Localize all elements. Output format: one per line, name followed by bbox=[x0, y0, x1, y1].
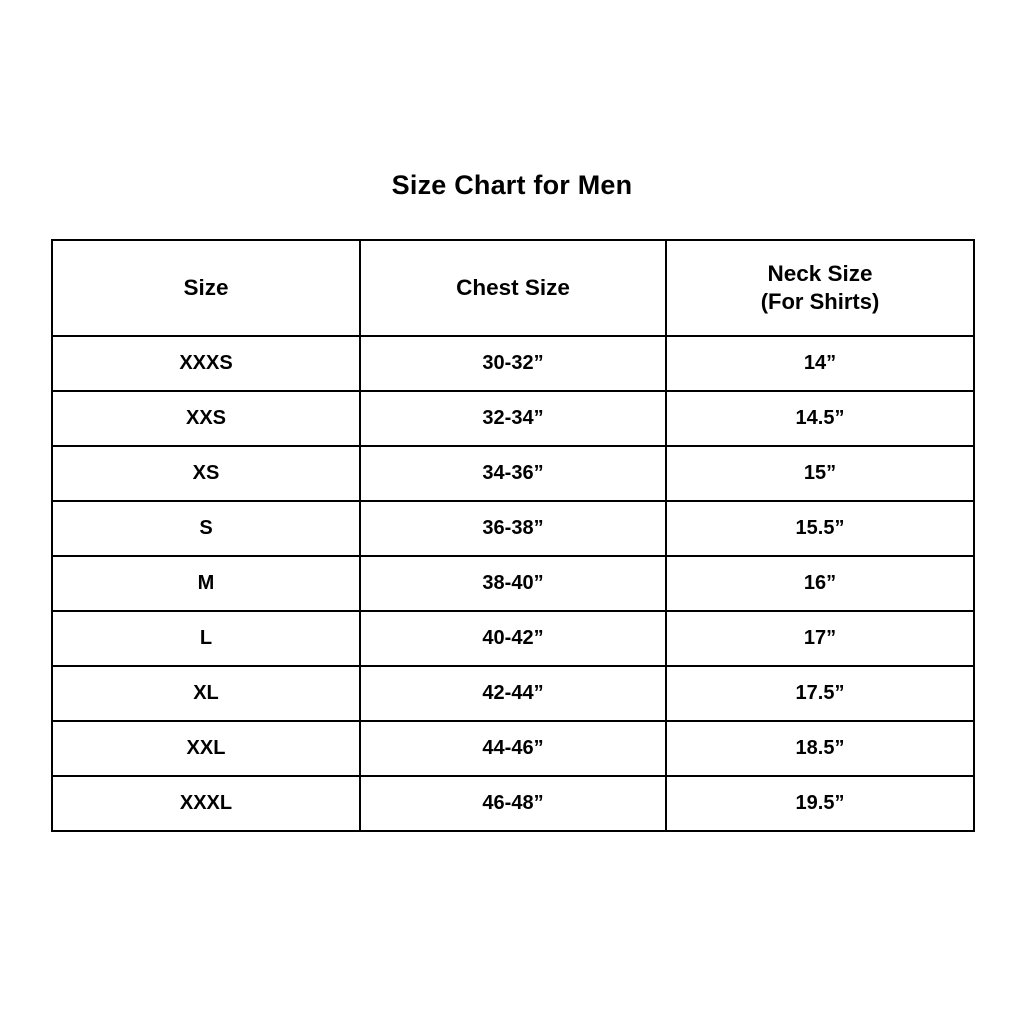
table-header bbox=[52, 240, 974, 336]
column-header-size bbox=[52, 240, 360, 336]
table-row bbox=[52, 446, 974, 501]
table-row bbox=[52, 556, 974, 611]
table-row bbox=[52, 721, 974, 776]
table-row bbox=[52, 666, 974, 721]
page-title: Size Chart for Men bbox=[391, 170, 633, 200]
cell-chest: 32-34” bbox=[360, 391, 666, 446]
table-row bbox=[52, 611, 974, 666]
cell-size: S bbox=[52, 501, 360, 556]
table-header-row bbox=[52, 240, 974, 336]
cell-chest: 44-46” bbox=[360, 721, 666, 776]
cell-chest: 42-44” bbox=[360, 666, 666, 721]
cell-chest: 40-42” bbox=[360, 611, 666, 666]
column-header-neck-sublabel: (For Shirts) bbox=[760, 289, 880, 315]
cell-size: XS bbox=[52, 446, 360, 501]
cell-neck: 15.5” bbox=[666, 501, 974, 556]
table-body bbox=[52, 336, 974, 831]
cell-neck: 19.5” bbox=[666, 776, 974, 831]
cell-neck: 14” bbox=[666, 336, 974, 391]
cell-neck: 17” bbox=[666, 611, 974, 666]
cell-size: XXL bbox=[52, 721, 360, 776]
size-chart-table-container bbox=[51, 239, 973, 832]
cell-chest: 30-32” bbox=[360, 336, 666, 391]
column-header-chest bbox=[360, 240, 666, 336]
column-header-size-label: Size bbox=[183, 274, 229, 300]
cell-size: L bbox=[52, 611, 360, 666]
cell-size: XXXS bbox=[52, 336, 360, 391]
cell-neck: 15” bbox=[666, 446, 974, 501]
column-header-neck bbox=[666, 240, 974, 336]
table-row bbox=[52, 391, 974, 446]
cell-chest: 34-36” bbox=[360, 446, 666, 501]
cell-neck: 17.5” bbox=[666, 666, 974, 721]
cell-chest: 36-38” bbox=[360, 501, 666, 556]
cell-neck: 18.5” bbox=[666, 721, 974, 776]
cell-size: M bbox=[52, 556, 360, 611]
cell-neck: 14.5” bbox=[666, 391, 974, 446]
column-header-chest-label: Chest Size bbox=[456, 274, 570, 300]
cell-neck: 16” bbox=[666, 556, 974, 611]
table-row bbox=[52, 776, 974, 831]
cell-size: XXXL bbox=[52, 776, 360, 831]
cell-size: XXS bbox=[52, 391, 360, 446]
table-row bbox=[52, 336, 974, 391]
cell-size: XL bbox=[52, 666, 360, 721]
table-row bbox=[52, 501, 974, 556]
size-chart-table bbox=[51, 239, 975, 832]
cell-chest: 46-48” bbox=[360, 776, 666, 831]
column-header-neck-label: Neck Size bbox=[767, 261, 873, 287]
cell-chest: 38-40” bbox=[360, 556, 666, 611]
